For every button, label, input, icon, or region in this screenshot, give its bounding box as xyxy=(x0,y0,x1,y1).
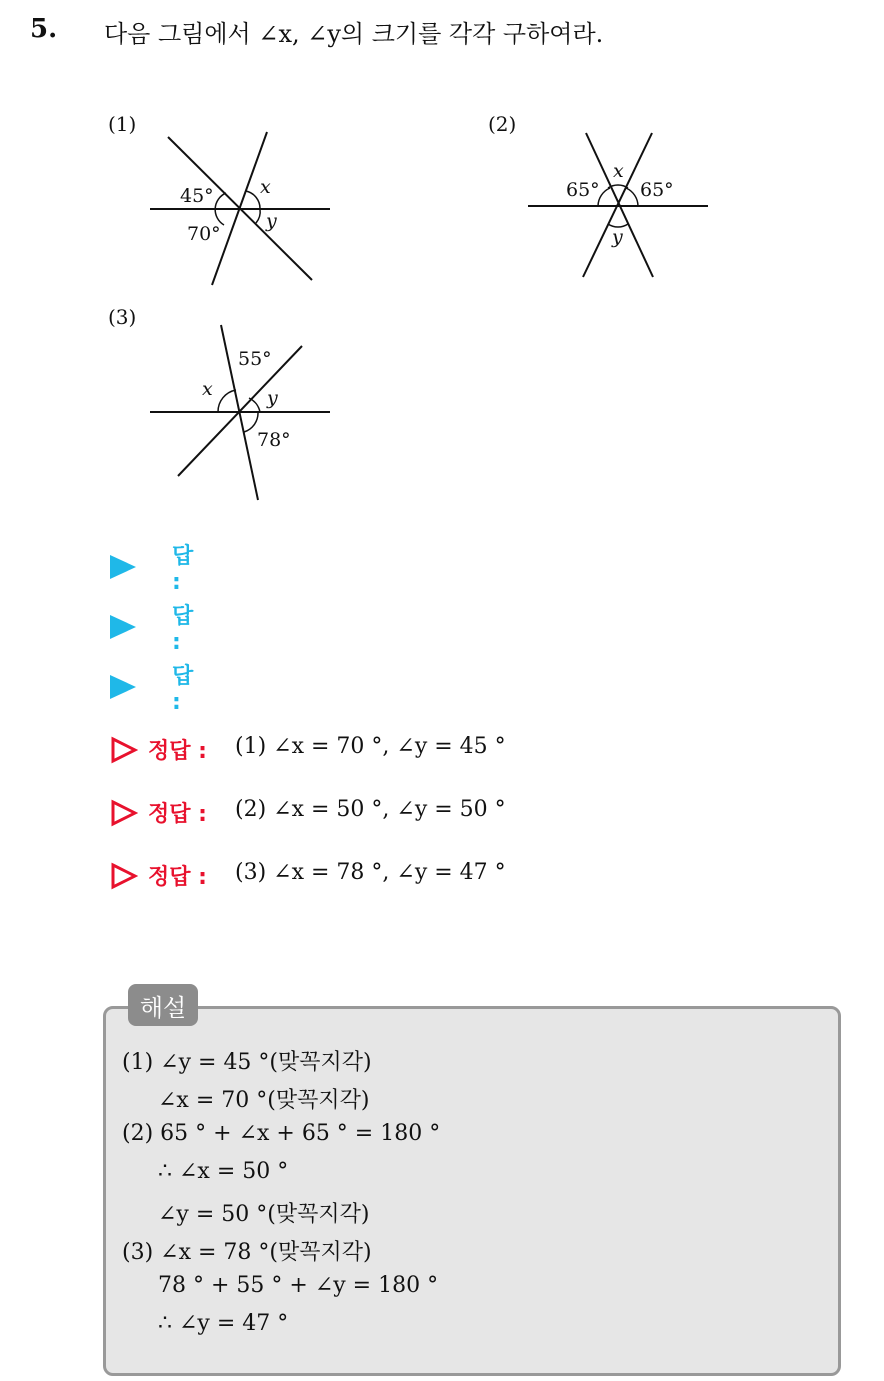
play-arrow-icon xyxy=(110,675,136,699)
answer-row-2 xyxy=(110,604,194,655)
outline-arrow-icon xyxy=(110,799,138,827)
figure-1-angle-x: x xyxy=(260,176,271,198)
figure-3-angle-x: x xyxy=(202,378,213,400)
answer-row-3 xyxy=(110,664,194,715)
figure-2-angle-y: y xyxy=(612,226,623,248)
explanation-line-3: (2) 65 ° + ∠x + 65 ° = 180 ° xyxy=(122,1121,441,1146)
figure-3-angle-55: 55° xyxy=(238,348,272,370)
play-arrow-icon xyxy=(110,615,136,639)
answer-label: 답 : xyxy=(172,604,194,655)
solution-text: (1) ∠x = 70 °, ∠y = 45 ° xyxy=(235,734,506,759)
figure-1-angle-45: 45° xyxy=(180,185,214,207)
explanation-line-1: (1) ∠y = 45 °(맞꼭지각) xyxy=(122,1050,372,1075)
figure-2-angle-x: x xyxy=(613,160,624,182)
solution-text: (2) ∠x = 50 °, ∠y = 50 ° xyxy=(235,797,506,822)
solution-label: 정답 : xyxy=(148,802,207,827)
figure-1-angle-70: 70° xyxy=(187,223,221,245)
outline-arrow-icon xyxy=(110,736,138,764)
outline-arrow-icon xyxy=(110,862,138,890)
figure-3-angle-y: y xyxy=(267,387,278,409)
explanation-line-8: ∴ ∠y = 47 ° xyxy=(158,1311,289,1336)
explanation-line-7: 78 ° + 55 ° + ∠y = 180 ° xyxy=(158,1273,439,1298)
figure-2-label: (2) xyxy=(488,112,517,136)
figure-3-label: (3) xyxy=(108,305,137,329)
question-text: 다음 그림에서 ∠x, ∠y의 크기를 각각 구하여라. xyxy=(104,20,604,48)
explanation-line-4: ∴ ∠x = 50 ° xyxy=(158,1159,289,1184)
explanation-line-5: ∠y = 50 °(맞꼭지각) xyxy=(158,1202,370,1227)
figure-2-diagram xyxy=(520,125,720,285)
figure-1-angle-y: y xyxy=(266,210,277,232)
answer-label: 답 : xyxy=(172,664,194,715)
explanation-badge: 해설 xyxy=(128,984,198,1026)
answer-label: 답 : xyxy=(172,544,194,595)
figure-1-label: (1) xyxy=(108,112,137,136)
solution-label: 정답 : xyxy=(148,739,207,764)
figure-2-angle-65-left: 65° xyxy=(566,179,600,201)
figure-1-diagram xyxy=(140,125,340,295)
figure-3-angle-78: 78° xyxy=(257,429,291,451)
explanation-line-2: ∠x = 70 °(맞꼭지각) xyxy=(158,1088,370,1113)
figure-2-angle-65-right: 65° xyxy=(640,179,674,201)
figure-3-diagram xyxy=(140,320,340,510)
question-number: 5. xyxy=(30,14,58,44)
solution-label: 정답 : xyxy=(148,865,207,890)
play-arrow-icon xyxy=(110,555,136,579)
explanation-line-6: (3) ∠x = 78 °(맞꼭지각) xyxy=(122,1240,372,1265)
solution-text: (3) ∠x = 78 °, ∠y = 47 ° xyxy=(235,860,506,885)
answer-row-1 xyxy=(110,544,194,595)
